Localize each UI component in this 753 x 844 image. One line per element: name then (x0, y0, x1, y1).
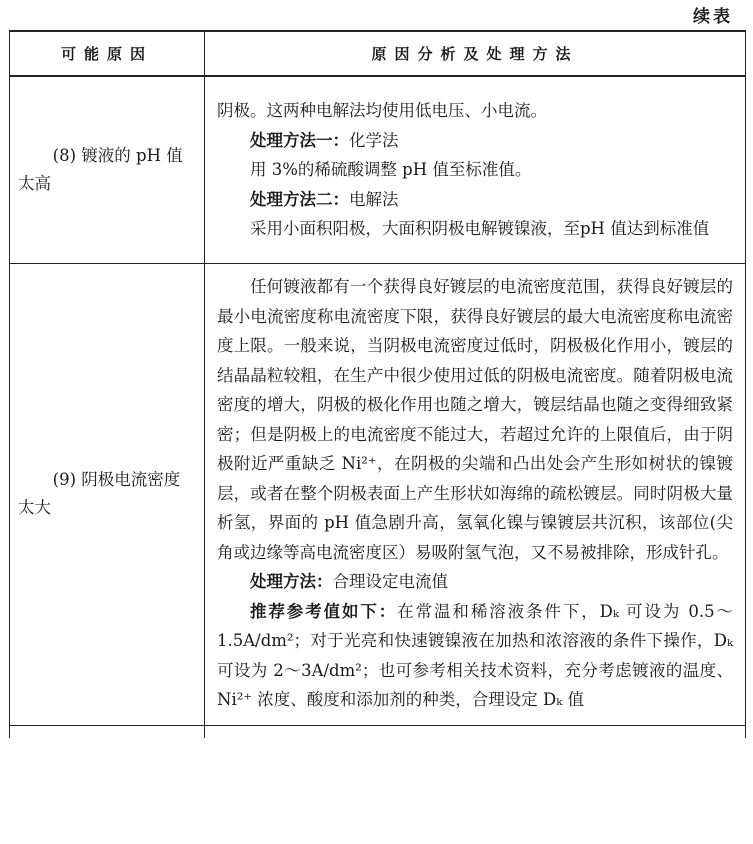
header-possible-cause: 可能原因 (10, 31, 205, 76)
table-header-row (10, 31, 746, 76)
empty-cell (205, 725, 746, 738)
method-text: 化学法 (349, 130, 399, 150)
paragraph (217, 126, 733, 156)
paragraph: 采用小面积阳极，大面积阴极电解镀镍液，至pH 值达到标准值 (250, 219, 710, 239)
header-analysis-and-treatment: 原因分析及处理方法 (205, 31, 746, 76)
recommend-text: 在常温和稀溶液条件下，Dₖ 可设为 0.5～1.5A/dm²；对于光亮和快速镀镍液在加热和浓溶液的条件下操作，Dₖ 可设为 2～3A/dm²；也可参考相关技术资料，充分考虑镀液的温度、Ni²⁺ 浓度、酸度和添加剂的种类，合理设定 Dₖ 值 (217, 601, 734, 709)
cause-cell: (8) 镀液的 pH 值太高 (10, 76, 205, 264)
analysis-cell (205, 264, 746, 726)
continued-table-label: 续表 (693, 7, 733, 27)
empty-cell (10, 725, 205, 738)
paragraph: 任何镀液都有一个获得良好镀层的电流密度范围，获得良好镀层的最小电流密度称电流密度下限，获得良好镀层的最大电流密度称电流密度上限。一般来说，当阴极电流密度过低时，阴极极化作用小，镀层的结晶晶粒较粗，在生产中很少使用过低的阴极电流密度。随着阴极电流密度的增大，阴极的极化作用也随之增大，镀层结晶也随之变得细致紧密；但是阴极上的电流密度不能过大，若超过允许的上限值后，由于阴极附近严重缺乏 Ni²⁺，在阴极的尖端和凸出处会产生形如树状的镍镀层，或者在整个阴极表面上产生形状如海绵的疏松镀层。同时阴极大量析氢，界面的 pH 值急剧升高，氢氧化镍与镍镀层共沉积，该部位(尖角或边缘等高电流密度区）易吸附氢气泡，又不易被排除，形成针孔。 (217, 277, 733, 562)
table-row (10, 76, 746, 264)
analysis-cell (205, 76, 746, 264)
paragraph: 阴极。这两种电解法均使用低电压、小电流。 (217, 101, 547, 121)
method-text: 电解法 (349, 189, 399, 209)
method-label: 处理方法二： (250, 189, 349, 209)
method-label: 处理方法一： (250, 130, 349, 150)
troubleshooting-table (9, 30, 746, 738)
paragraph (217, 597, 733, 715)
paragraph (217, 567, 733, 597)
recommend-label: 推荐参考值如下： (250, 601, 398, 621)
method-label: 处理方法： (250, 572, 333, 591)
table-row-continued (10, 725, 746, 738)
table-row (10, 264, 746, 726)
paragraph: 用 3%的稀硫酸调整 pH 值至标准值。 (250, 160, 532, 180)
method-text: 合理设定电流值 (332, 572, 448, 591)
cause-cell: (9) 阴极电流密度太大 (10, 264, 205, 726)
paragraph (217, 185, 733, 215)
